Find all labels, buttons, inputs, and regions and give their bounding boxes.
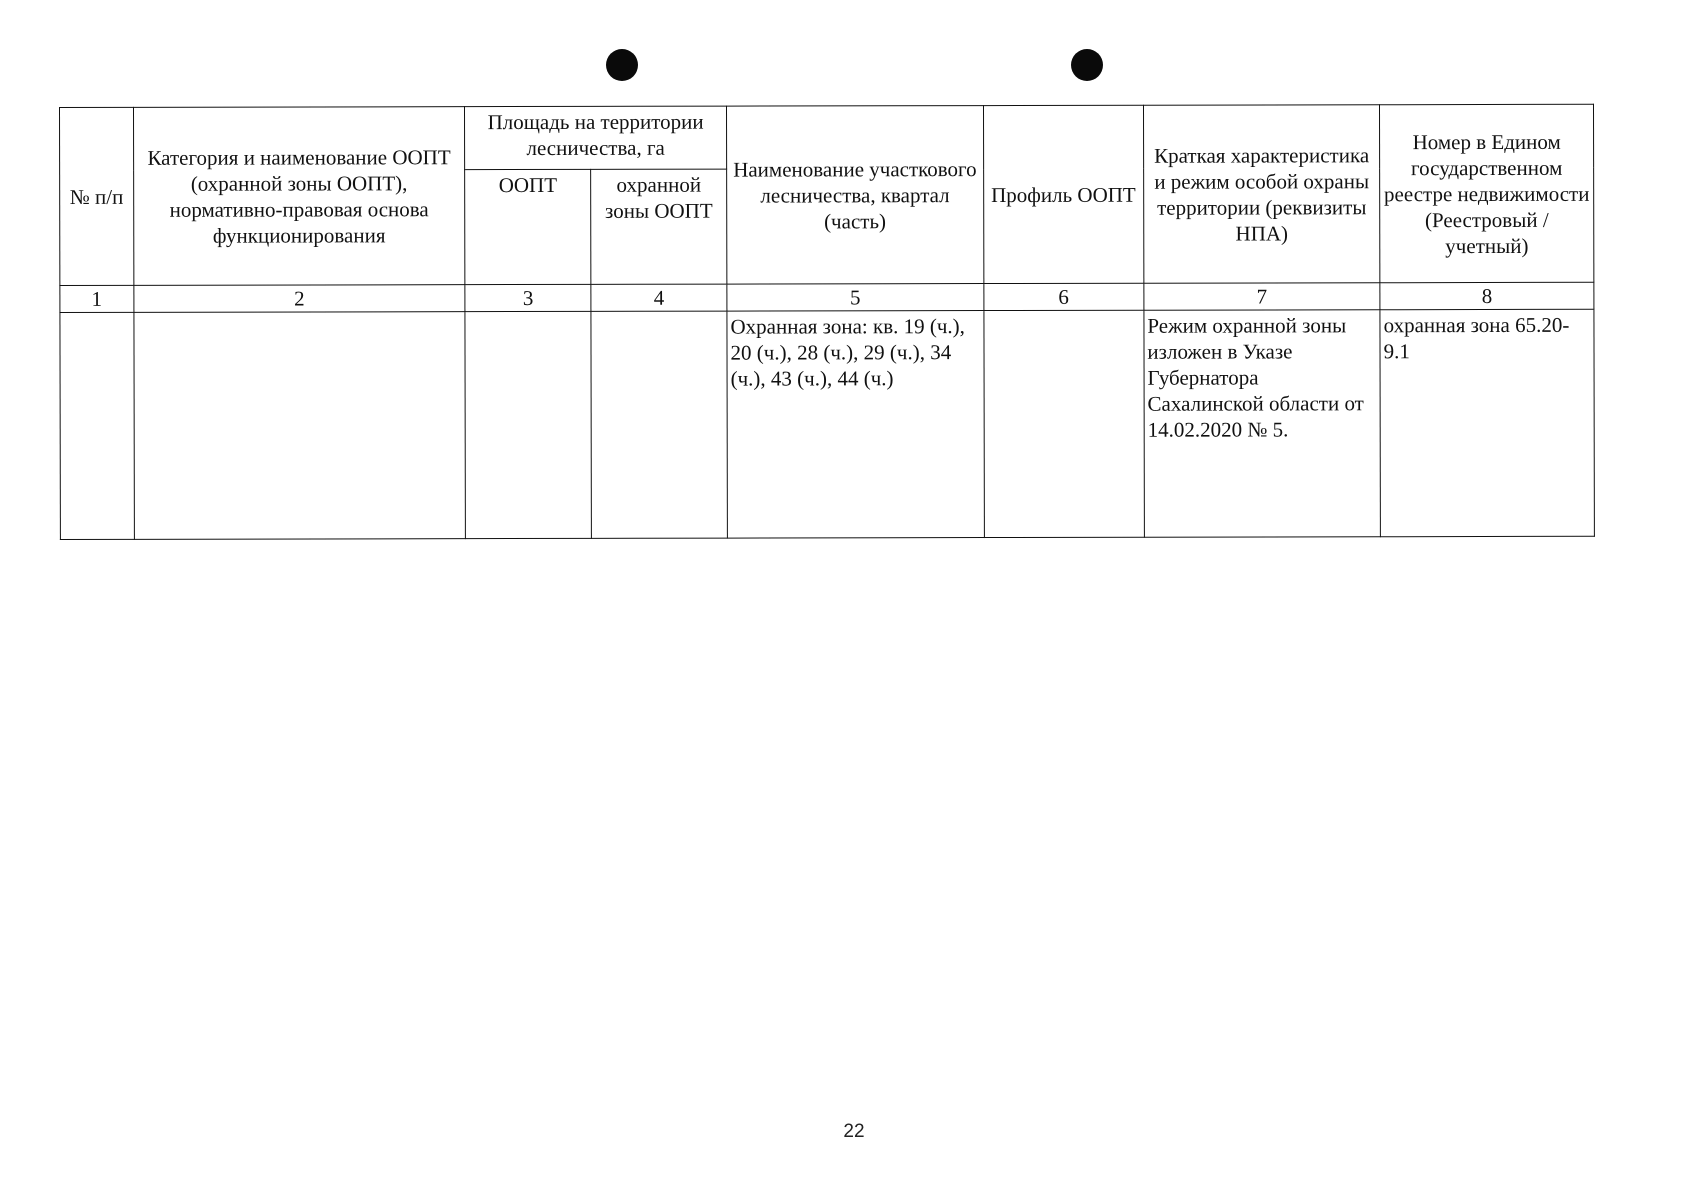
header-area-protection-zone: охранной зоны ООПТ [591, 169, 727, 284]
cell-characteristics: Режим охранной зоны изложен в Указе Губернатора Сахалинской области от 14.02.2020 № 5. [1144, 310, 1381, 537]
header-characteristics: Краткая характеристика и режим особой охраны территории (реквизиты НПА) [1143, 105, 1380, 283]
column-number: 7 [1144, 283, 1380, 310]
cell-area-protection-zone [591, 311, 727, 538]
column-number-row [60, 282, 1594, 312]
table-row [60, 309, 1594, 539]
header-forestry: Наименование участкового лесничества, квартал (часть) [727, 106, 984, 285]
column-number: 6 [983, 283, 1143, 310]
column-number: 3 [465, 284, 591, 311]
header-area-oopt: ООПТ [465, 169, 591, 284]
cell-area-oopt [465, 311, 592, 538]
header-area-group: Площадь на территории лесничества, га [465, 106, 727, 170]
protected-areas-table [59, 104, 1595, 540]
punch-hole-left [606, 49, 638, 81]
column-number: 1 [60, 285, 134, 312]
cell-number [60, 312, 134, 539]
cell-profile [983, 310, 1144, 537]
column-number: 8 [1380, 282, 1594, 309]
cell-forestry: Охранная зона: кв. 19 (ч.), 20 (ч.), 28 (ч.), 29 (ч.), 34 (ч.), 43 (ч.), 44 (ч.) [727, 311, 984, 539]
punch-hole-right [1071, 49, 1103, 81]
column-number: 4 [591, 284, 727, 311]
header-number: № п/п [60, 107, 134, 285]
column-number: 2 [134, 285, 465, 313]
page-number: 22 [843, 1121, 865, 1142]
column-number: 5 [727, 284, 984, 312]
header-registry-number: Номер в Едином государственном реестре недвижимости (Реестровый / учетный) [1380, 104, 1594, 282]
header-profile: Профиль ООПТ [983, 105, 1144, 283]
header-category: Категория и наименование ООПТ (охранной зоны ООПТ), нормативно-правовая основа функционирования [133, 107, 465, 286]
cell-registry-number: охранная зона 65.20-9.1 [1380, 309, 1594, 536]
header-row [60, 104, 1594, 170]
cell-category [134, 312, 466, 540]
